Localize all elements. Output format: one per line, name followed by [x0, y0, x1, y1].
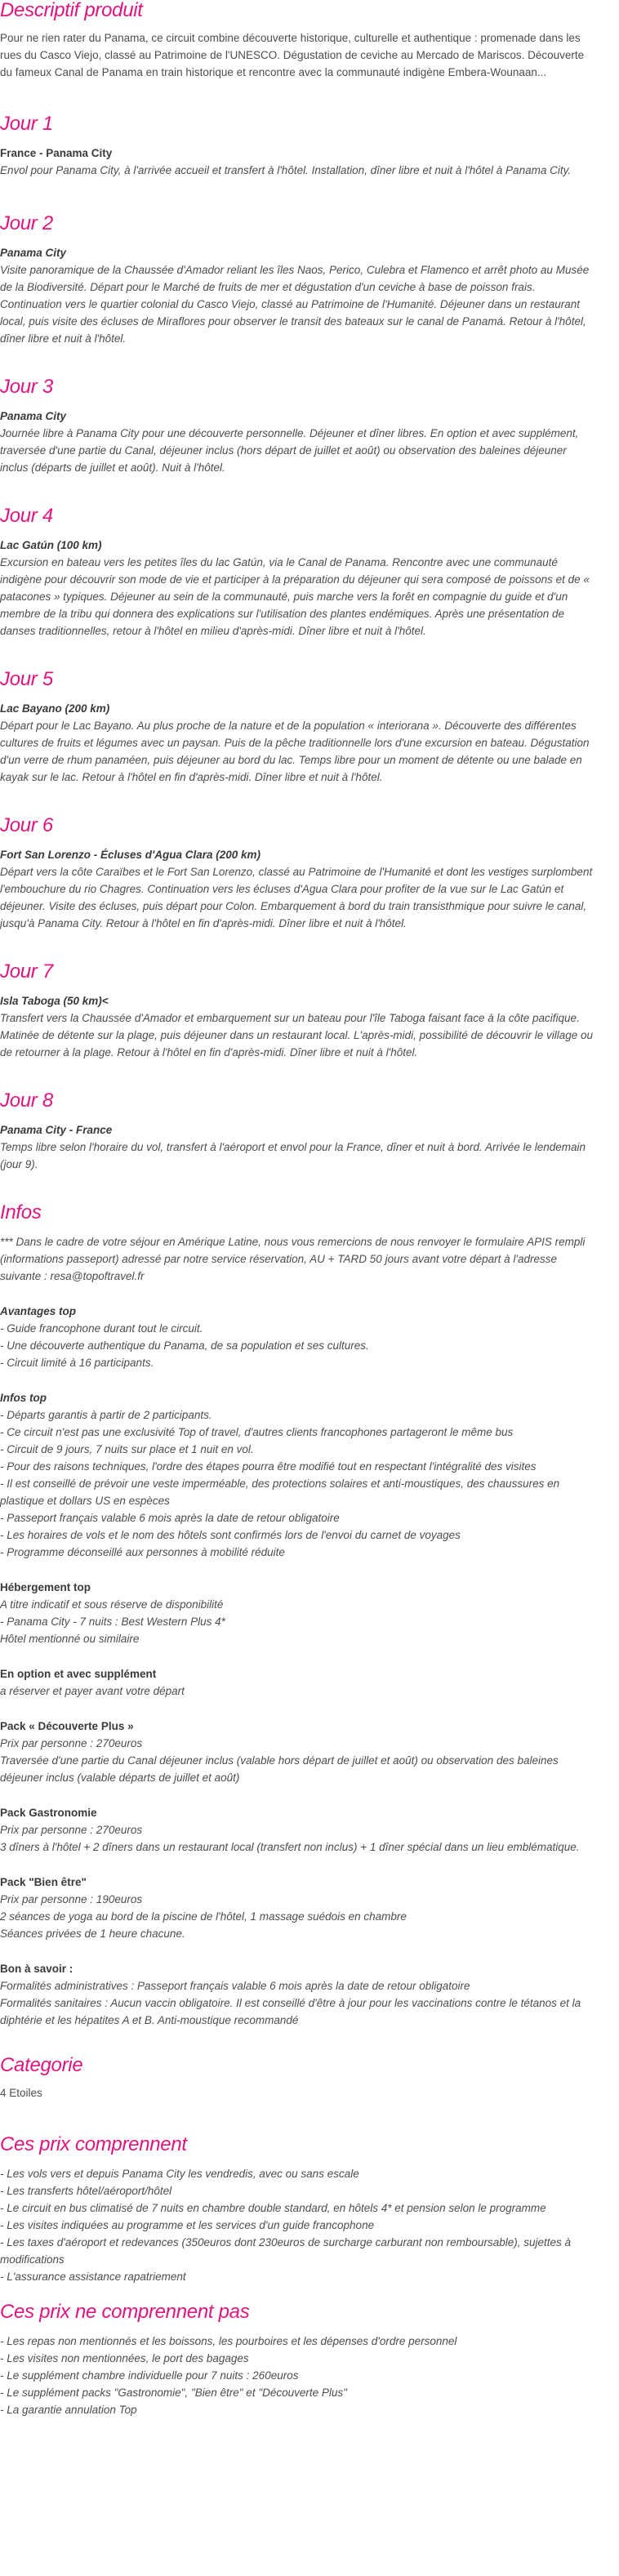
info-line: 3 dîners à l'hôtel + 2 dîners dans un restaurant local (transfert non inclus) + 1 dîner spécial dans un lieu emblématique. [0, 1841, 580, 1853]
info-block-lines [0, 1682, 597, 1700]
day-text: Temps libre selon l'horaire du vol, transfert à l'aéroport et envol pour la France, dîner et nuit à bord. Arrivée le lendemain (jour 9). [0, 1141, 586, 1170]
info-line: Prix par personne : 190euros [0, 1893, 143, 1905]
day-text: Départ pour le Lac Bayano. Au plus proche de la nature et de la population « interiorana ». Découverte des différentes cultures de fruits et légumes avec un paysan. Puis de la pêche traditionnelle lors d'une excursion en bateau. Dégustation d'un verre de rhum panaméen, puis déjeuner au bord du lac. Temps libre pour un moment de détente ou une balade en kayak sur le lac. Retour à l'hôtel en fin d'après-midi. Dîner libre et nuit à l'hôtel. [0, 720, 590, 783]
info-line: Prix par personne : 270euros [0, 1737, 143, 1749]
day-title: Jour 5 [0, 668, 53, 690]
ne-comprennent-title: Ces prix ne comprennent pas [0, 2301, 250, 2323]
day-place: France - Panama City [0, 147, 113, 159]
day-text: Journée libre à Panama City pour une découverte personnelle. Déjeuner et dîner libres. En option et avec supplément, traversée d'une partie du Canal, déjeuner inclus (hors départ de juillet et août) ou observation des baleines déjeuner inclus (départs de juillet et août). Nuit à l'hôtel. [0, 427, 579, 474]
day-7 [0, 961, 597, 1061]
info-line: Séances privées de 1 heure chacune. [0, 1928, 185, 1940]
section-comprennent [0, 2134, 597, 2285]
day-title: Jour 1 [0, 113, 53, 135]
info-block-head: Bon à savoir : [0, 1963, 73, 1975]
day-place: Panama City [0, 247, 67, 259]
day-place: Lac Gatún (100 km) [0, 539, 102, 551]
info-block-head: Hébergement top [0, 1581, 91, 1593]
info-block-head: Pack Gastronomie [0, 1807, 97, 1819]
excluded-line: - Le supplément chambre individuelle pour 7 nuits : 260euros [0, 2369, 299, 2382]
day-title: Jour 8 [0, 1090, 53, 1112]
included-line: - Les vols vers et depuis Panama City les vendredis, avec ou sans escale [0, 2168, 359, 2180]
included-line: - Le circuit en bus climatisé de 7 nuits en chambre double standard, en hôtels 4* et pension selon le programme [0, 2202, 546, 2214]
included-line: - Les taxes d'aéroport et redevances (350euros dont 230euros de surcharge carburant non remboursable), sujettes à modifications [0, 2236, 571, 2266]
day-6 [0, 815, 597, 932]
info-block-avantages [0, 1303, 597, 1371]
info-line: - Guide francophone durant tout le circuit. [0, 1322, 203, 1335]
day-place: Isla Taboga (50 km)< [0, 995, 109, 1007]
info-block-lines [0, 1821, 597, 1856]
info-line: Hôtel mentionné ou similaire [0, 1633, 140, 1645]
info-line: - Programme déconseillé aux personnes à mobilité réduite [0, 1546, 285, 1558]
excluded-line: - Les visites non mentionnées, le port des bagages [0, 2352, 249, 2364]
day-place: Panama City - France [0, 1124, 113, 1136]
day-4 [0, 506, 597, 640]
day-text: Envol pour Panama City, à l'arrivée accueil et transfert à l'hôtel. Installation, dîner libre et nuit à l'hôtel à Panama City. [0, 164, 572, 176]
info-block-head: Infos top [0, 1392, 47, 1404]
info-line: - Pour des raisons techniques, l'ordre des étapes pourra être modifié tout en respectant l'intégralité des visites [0, 1460, 537, 1473]
info-block-hebergement [0, 1579, 597, 1647]
day-3 [0, 377, 597, 476]
info-block-head: Pack "Bien être" [0, 1876, 87, 1888]
section-categorie [0, 2055, 597, 2101]
day-text: Transfert vers la Chaussée d'Amador et embarquement sur un bateau pour l'île Taboga faisant face à la côte pacifique. Matinée de détente sur la plage, puis déjeuner dans un restaurant local. L'après-midi, possibilité de découvrir le village ou de retourner à la plage. Retour à l'hôtel en fin d'après-midi. Dîner libre et nuit à l'hôtel. [0, 1012, 594, 1058]
info-block-head: En option et avec supplément [0, 1668, 157, 1680]
info-block-lines [0, 1406, 597, 1561]
day-text: Excursion en bateau vers les petites îles du lac Gatún, via le Canal de Panama. Rencontre avec une communauté indigène pour découvrir son mode de vie et participer à la préparation du déjeuner qui sera composé de poissons et de « patacones » typiques. Déjeuner au sein de la communauté, puis marche vers la forêt en compagnie du guide et d'un membre de la tribu qui donnera des explications sur l'utilisation des plantes endémiques. Après une présentation de danses traditionnelles, retour à l'hôtel en milieu d'après-midi. Dîner libre et nuit à l'hôtel. [0, 556, 590, 637]
day-title: Jour 2 [0, 212, 53, 234]
day-title: Jour 3 [0, 376, 53, 398]
info-line: - Ce circuit n'est pas une exclusivité Top of travel, d'autres clients francophones partageront le même bus [0, 1426, 514, 1438]
included-line: - Les transferts hôtel/aéroport/hôtel [0, 2185, 172, 2197]
comprennent-lines [0, 2165, 597, 2285]
section-infos [0, 1202, 597, 2029]
info-line: - Une découverte authentique du Panama, de sa population et ses cultures. [0, 1339, 369, 1352]
day-5 [0, 669, 597, 786]
info-block-option [0, 1665, 597, 1700]
excluded-line: - Les repas non mentionnés et les boissons, les pourboires et les dépenses d'ordre personnel [0, 2335, 457, 2347]
info-line: - Passeport français valable 6 mois après la date de retour obligatoire [0, 1512, 340, 1524]
info-line: - Panama City - 7 nuits : Best Western Plus 4* [0, 1616, 225, 1628]
info-line: - Départs garantis à partir de 2 participants. [0, 1409, 212, 1421]
comprennent-title: Ces prix comprennent [0, 2133, 187, 2155]
day-title: Jour 6 [0, 814, 53, 836]
info-line: A titre indicatif et sous réserve de disponibilité [0, 1598, 224, 1611]
included-line: - L'assurance assistance rapatriement [0, 2271, 186, 2283]
info-block-infos-top [0, 1389, 597, 1561]
day-1 [0, 114, 597, 179]
info-line: Traversée d'une partie du Canal déjeuner inclus (valable hors départ de juillet et août) ou observation des baleines déjeuner inclus (valable départs de juillet et août) [0, 1754, 559, 1784]
info-block-lines [0, 1977, 597, 2029]
info-line: 2 séances de yoga au bord de la piscine de l'hôtel, 1 massage suédois en chambre [0, 1910, 407, 1923]
info-line: Formalités administratives : Passeport français valable 6 mois après la date de retour obligatoire [0, 1980, 470, 1992]
day-place: Fort San Lorenzo - Écluses d'Agua Clara (200 km) [0, 849, 261, 861]
info-line: Prix par personne : 270euros [0, 1824, 143, 1836]
included-line: - Les visites indiquées au programme et les services d'un guide francophone [0, 2219, 375, 2231]
info-line: Formalités sanitaires : Aucun vaccin obligatoire. Il est conseillé d'être à jour pour les vaccinations contre le tétanos et la diphtérie et les hépatites A et B. Anti-moustique recommandé [0, 1997, 581, 2026]
info-block-pack-bien-etre [0, 1874, 597, 1942]
excluded-line: - Le supplément packs "Gastronomie", "Bien être" et "Découverte Plus" [0, 2387, 347, 2399]
info-line: - Circuit de 9 jours, 7 nuits sur place et 1 nuit en vol. [0, 1443, 254, 1455]
info-block-lines [0, 1735, 597, 1786]
excluded-line: - La garantie annulation Top [0, 2404, 137, 2416]
info-block-lines [0, 1596, 597, 1647]
day-8 [0, 1090, 597, 1173]
info-block-bon-a-savoir [0, 1960, 597, 2029]
day-text: Visite panoramique de la Chaussée d'Amador reliant les îles Naos, Perico, Culebra et Flamenco et arrêt photo au Musée de la Biodiversité. Départ pour le Marché de fruits de mer et dégustation d'un ceviche à base de poisson frais. Continuation vers le quartier colonial du Casco Viejo, classé au Patrimoine de l'Humanité. Déjeuner dans un restaurant local, puis visite des écluses de Miraflores pour observer le transit des bateaux sur le canal de Panamá. Retour à l'hôtel, dîner libre et nuit à l'hôtel. [0, 264, 590, 345]
day-title: Jour 4 [0, 505, 53, 527]
info-block-lines [0, 1320, 597, 1371]
day-2 [0, 213, 597, 347]
day-title: Jour 7 [0, 960, 53, 983]
section-ne-comprennent [0, 2302, 597, 2418]
info-block-pack-decouverte [0, 1718, 597, 1786]
day-place: Panama City [0, 410, 67, 422]
infos-intro: *** Dans le cadre de votre séjour en Amérique Latine, nous vous remercions de nous renvoyer le formulaire APIS rempli (informations passeport) adressé par notre service réservation, AU + TARD 50 jours avant votre départ à l'adresse suivante : resa@topoftravel.fr [0, 1236, 586, 1282]
ne-comprennent-lines [0, 2333, 597, 2418]
info-block-head: Pack « Découverte Plus » [0, 1720, 134, 1732]
info-line: - Les horaires de vols et le nom des hôtels sont confirmés lors de l'envoi du carnet de voyages [0, 1529, 461, 1541]
day-text: Départ vers la côte Caraïbes et le Fort San Lorenzo, classé au Patrimoine de l'Humanité et dont les vestiges surplombent l'embouchure du rio Chagres. Continuation vers les écluses d'Agua Clara pour profiter de la vue sur le Lac Gatún et déjeuner. Visite des écluses, puis départ pour Colon. Embarquement à bord du train transisthmique pour suivre le canal, jusqu'à Panama City. Retour à l'hôtel en fin d'après-midi. Dîner libre et nuit à l'hôtel. [0, 866, 593, 929]
info-line: - Circuit limité à 16 participants. [0, 1357, 154, 1369]
info-line: a réserver et payer avant votre départ [0, 1685, 185, 1697]
day-place: Lac Bayano (200 km) [0, 702, 110, 715]
descriptif-text: Pour ne rien rater du Panama, ce circuit combine découverte historique, culturelle et authentique : promenade dans les rues du Casco Viejo, classé au Patrimoine de l'UNESCO. Dégustation de ceviche au Mercado de Mariscos. Découverte du fameux Canal de Panama en train historique et rencontre avec la communauté indigène Embera-Wounaan... [0, 32, 585, 78]
info-block-head: Avantages top [0, 1305, 77, 1317]
categorie-title: Categorie [0, 2054, 83, 2076]
section-descriptif [0, 0, 597, 81]
info-block-lines [0, 1891, 597, 1942]
categorie-text: 4 Etoiles [0, 2087, 42, 2099]
infos-title: Infos [0, 1201, 42, 1223]
info-block-pack-gastronomie [0, 1804, 597, 1856]
info-line: - Il est conseillé de prévoir une veste imperméable, des protections solaires et anti-moustiques, des chaussures en plastique et dollars US en espèces [0, 1477, 560, 1507]
descriptif-title: Descriptif produit [0, 0, 143, 21]
